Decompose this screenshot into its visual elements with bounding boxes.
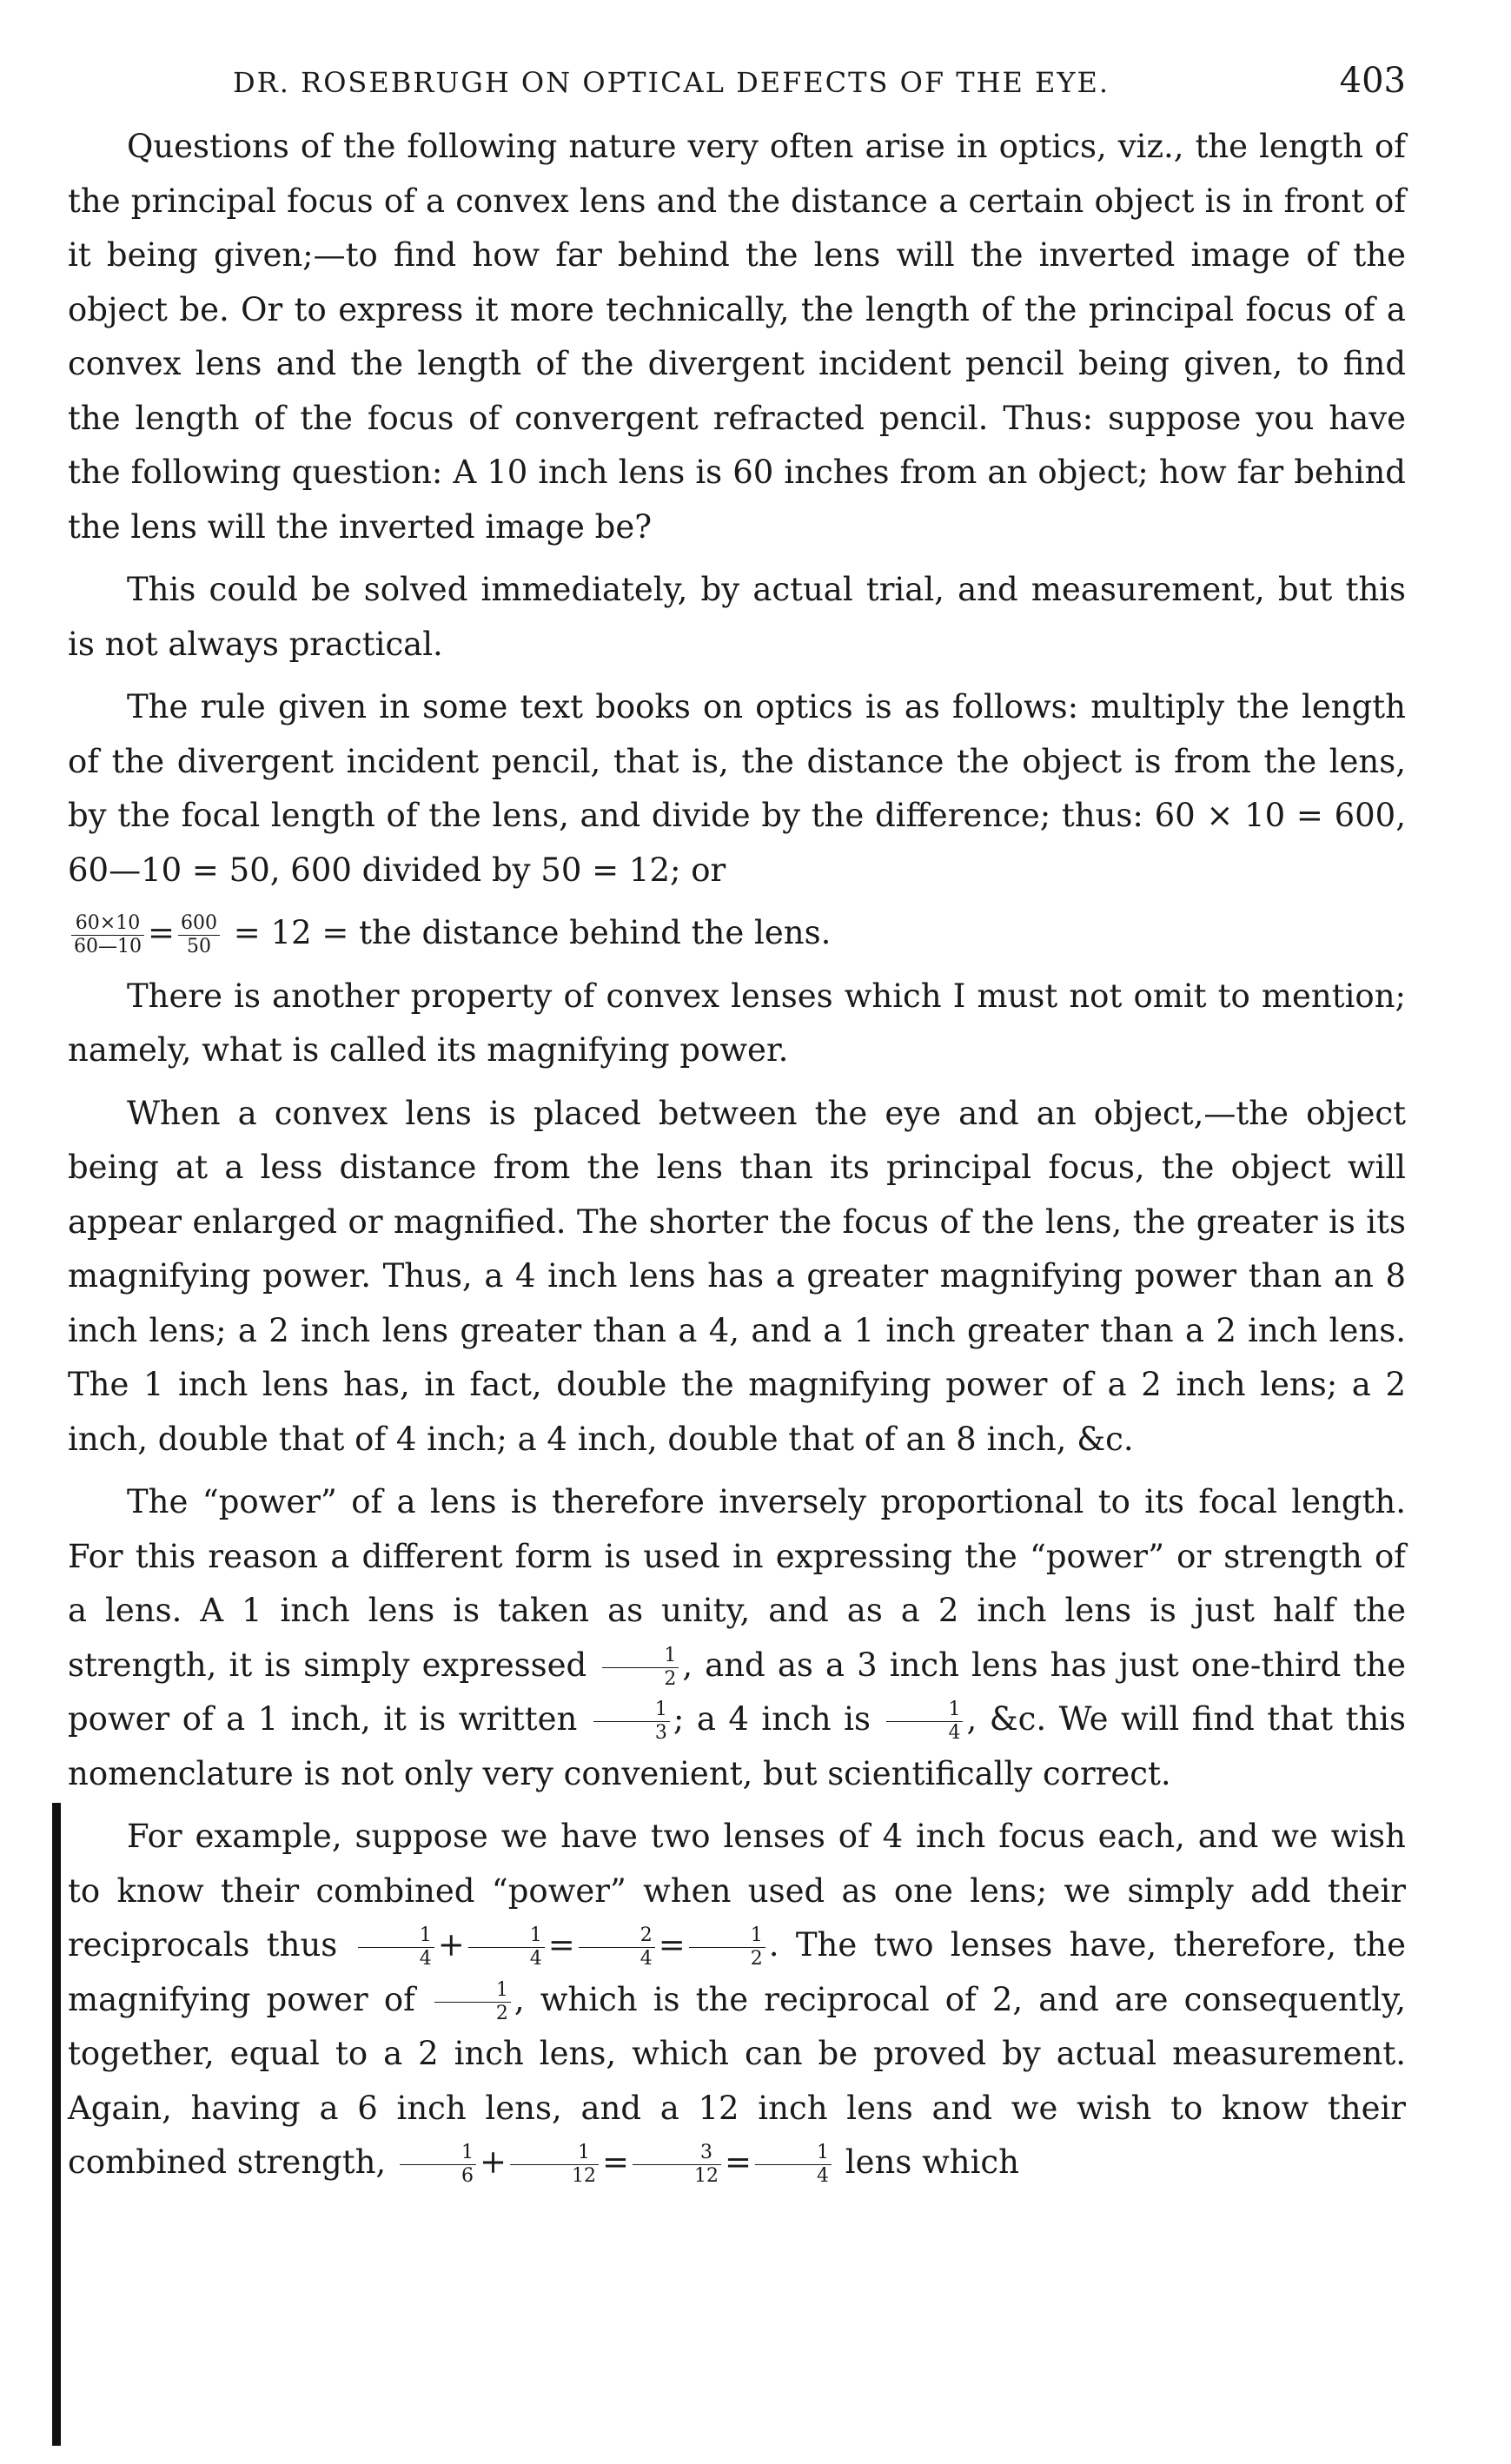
paragraph-trial: This could be solved immediately, by actual trial, and measurement, but this is not always practical. — [68, 571, 1406, 663]
fraction: $\frac{1}{4}$ — [358, 1924, 434, 1971]
fraction: $\frac{2}{4}$ — [579, 1924, 655, 1971]
fraction: $\frac{1}{2}$ — [602, 1645, 679, 1691]
paragraph-property: There is another property of convex lenses which I must not omit to mention; namely, what is called its magnifying power. — [68, 977, 1406, 1069]
fraction: $\frac{600}{50}$ — [178, 912, 220, 958]
running-header — [68, 61, 1406, 101]
paragraph-questions: Questions of the following nature very often arise in optics, viz., the length of the principal focus of a convex lens and the distance a certain object is in front of it being given;—to find how far behind the lens will the inverted image of the object be. Or to express it more technically, the length of the principal focus of a convex lens and the length of the divergent incident pencil being given, to find the length of the focus of convergent refracted pencil. Thus: suppose you have the following question: A 10 inch lens is 60 inches from an object; how far behind the lens will the inverted image be? — [68, 128, 1406, 546]
fraction: $\frac{3}{12}$ — [633, 2142, 721, 2188]
fraction: $\frac{1}{2}$ — [434, 1979, 511, 2025]
paragraph-rule: The rule given in some text books on optics is as follows: multiply the length of the divergent incident pencil, that is, the distance the object is from the lens, by the focal length of the lens, and divide by the difference; thus: 60 × 10 = 600, 60—10 = 50, 600 divided by 50 = 12; or — [68, 688, 1406, 889]
running-title: DR. ROSEBRUGH ON OPTICAL DEFECTS OF THE EYE. — [233, 66, 1110, 99]
fraction: $\frac{1}{3}$ — [593, 1699, 670, 1745]
paragraph-example: For example, suppose we have two lenses of 4 inch focus each, and we wish to know their combined “power” when used as one lens; we simply add their reciprocals thus $\frac{1}{4}$ + $\frac{1}{4}$ = $\frac{2}{4}$ = $\frac{1}{2}$ . The two lenses have, therefore, the magnifying power of $\frac{1}{2}$ , which is the reciprocal of 2, and are consequently, together, equal to a 2 inch lens, which can be proved by actual measurement. Again, having a 6 inch lens, and a 12 inch lens and we wish to know their combined strength, $\frac{1}{6}$ + $\frac{1}{12}$ = $\frac{3}{12}$ = $\frac{1}{4}$ lens which — [68, 1818, 1406, 2187]
page-number: 403 — [1339, 61, 1406, 101]
fraction: $\frac{1}{2}$ — [689, 1924, 765, 1971]
fraction: $\frac{1}{4}$ — [755, 2142, 832, 2188]
fraction: $\frac{1}{4}$ — [886, 1699, 963, 1745]
fraction: $\frac{1}{6}$ — [400, 2142, 476, 2188]
paragraph-magnify: When a convex lens is placed between the eye and an object,—the object being at a less distance from the lens than its principal focus, the object will appear enlarged or magnified. The shorter the focus of the lens, the greater is its magnifying power. Thus, a 4 inch lens has a greater magnifying power than an 8 inch lens; a 2 inch lens greater than a 4, and a 1 inch greater than a 2 inch lens. The 1 inch lens has, in fact, double the magnifying power of a 2 inch lens; a 2 inch, double that of 4 inch; a 4 inch, double that of an 8 inch, &c. — [68, 1094, 1406, 1458]
formula-line: $\frac{60\times 10}{60—10}$ = $\frac{600}{50}$ = 12 = the distance behind the lens. — [68, 906, 1406, 961]
paragraph-power: The “power” of a lens is therefore inversely proportional to its focal length. For this reason a different form is used in expressing the “power” or strength of a lens. A 1 inch lens is taken as unity, and as a 2 inch lens is just half the strength, it is simply expressed $\frac{1}{2}$ , and as a 3 inch lens has just one-third the power of a 1 inch, it is written $\frac{1}{3}$ ; a 4 inch is $\frac{1}{4}$ , &c. We will find that this nomenclature is not only very convenient, but scientifically correct. — [68, 1483, 1406, 1792]
formula-result: = 12 = the distance behind the lens. — [233, 914, 832, 951]
fraction: $\frac{60\times 10}{60—10}$ — [71, 912, 144, 958]
fraction: $\frac{1}{12}$ — [510, 2142, 599, 2188]
book-page — [68, 61, 1406, 2199]
fraction: $\frac{1}{4}$ — [468, 1924, 545, 1971]
binding-shadow — [52, 1803, 61, 2446]
